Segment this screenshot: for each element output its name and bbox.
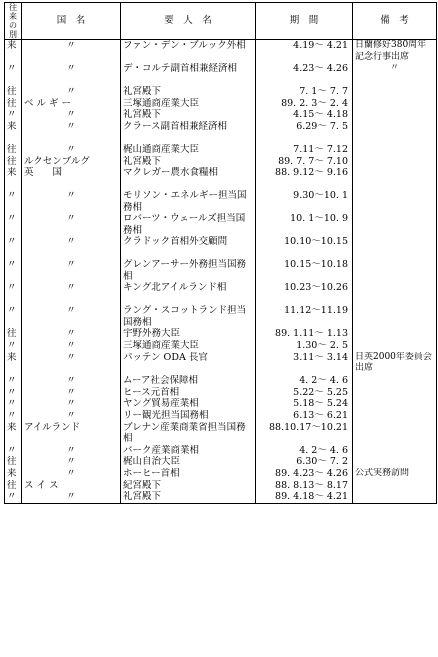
- table-row: [5, 491, 437, 503]
- cell-person: パッテン ODA 長官: [121, 352, 256, 375]
- cell-direction: 来: [5, 121, 22, 144]
- cell-period: 89. 1.11～ 1.13: [256, 328, 353, 340]
- cell-direction: 往: [5, 456, 22, 468]
- cell-period: 89. 4.23～ 4.26: [256, 468, 353, 480]
- table-row: [5, 410, 437, 422]
- cell-period: 4. 2～ 4. 6: [256, 375, 353, 387]
- cell-country: 〃: [22, 375, 121, 387]
- cell-person: ムーア社会保障相: [121, 375, 256, 387]
- cell-period: 3.11～ 3.14: [256, 352, 353, 375]
- table-row: [5, 340, 437, 352]
- cell-direction: 〃: [5, 410, 22, 422]
- cell-person: 梶山自治大臣: [121, 456, 256, 468]
- cell-country: ルクセンブルグ: [22, 156, 121, 168]
- cell-remarks: [353, 328, 437, 340]
- table-row: [5, 328, 437, 340]
- table-row: [5, 86, 437, 98]
- cell-direction: 来: [5, 422, 22, 445]
- cell-country: 〃: [22, 305, 121, 328]
- cell-direction: 往: [5, 156, 22, 168]
- cell-country: ベ ル ギ ー: [22, 98, 121, 110]
- table-header-row: [5, 3, 437, 40]
- cell-person: 梶山通商産業大臣: [121, 144, 256, 156]
- cell-country: 〃: [22, 468, 121, 480]
- table-row: [5, 422, 437, 445]
- cell-remarks: 日英2000年委員会出席: [353, 352, 437, 375]
- cell-remarks: [353, 282, 437, 305]
- cell-person: ヤング貿易産業相: [121, 398, 256, 410]
- cell-remarks: [353, 480, 437, 492]
- cell-remarks: 日蘭修好380周年記念行事出席: [353, 40, 437, 64]
- table-row: [5, 282, 437, 305]
- cell-remarks: [353, 259, 437, 282]
- cell-person: デ・コルテ副首相兼経済相: [121, 63, 256, 86]
- table-row: [5, 305, 437, 328]
- cell-direction: 〃: [5, 259, 22, 282]
- cell-period: 89. 4.18～ 4.21: [256, 491, 353, 503]
- cell-period: 88. 8.13～ 8.17: [256, 480, 353, 492]
- table-row: [5, 445, 437, 457]
- cell-direction: 〃: [5, 190, 22, 213]
- cell-person: マクレガー農水食糧相: [121, 167, 256, 190]
- cell-country: 〃: [22, 109, 121, 121]
- cell-remarks: [353, 375, 437, 387]
- cell-country: アイルランド: [22, 422, 121, 445]
- header-direction: 往来の別: [5, 3, 22, 40]
- cell-person: グレンアーサー外務担当国務相: [121, 259, 256, 282]
- cell-person: 三塚通商産業大臣: [121, 98, 256, 110]
- cell-remarks: [353, 167, 437, 190]
- visits-table: [4, 2, 437, 504]
- cell-period: 10. 1～10. 9: [256, 213, 353, 236]
- cell-direction: 〃: [5, 387, 22, 399]
- header-remarks: 備 考: [353, 3, 437, 40]
- cell-person: クラース副首相兼経済相: [121, 121, 256, 144]
- cell-country: 〃: [22, 121, 121, 144]
- cell-remarks: [353, 109, 437, 121]
- table-row: [5, 98, 437, 110]
- cell-period: 4.23～ 4.26: [256, 63, 353, 86]
- cell-direction: 〃: [5, 63, 22, 86]
- cell-direction: 往: [5, 328, 22, 340]
- cell-person: ホーヒー首相: [121, 468, 256, 480]
- cell-country: 〃: [22, 144, 121, 156]
- cell-remarks: [353, 410, 437, 422]
- cell-person: 礼宮殿下: [121, 86, 256, 98]
- cell-person: 宇野外務大臣: [121, 328, 256, 340]
- header-period: 期 間: [256, 3, 353, 40]
- cell-direction: 〃: [5, 445, 22, 457]
- cell-remarks: [353, 86, 437, 98]
- cell-direction: 来: [5, 468, 22, 480]
- cell-period: 88. 9.12～ 9.16: [256, 167, 353, 190]
- table-body: [5, 40, 437, 504]
- table-row: [5, 156, 437, 168]
- cell-person: 礼宮殿下: [121, 491, 256, 503]
- cell-person: モリソン・エネルギー担当国務相: [121, 190, 256, 213]
- cell-country: 〃: [22, 445, 121, 457]
- table-row: [5, 398, 437, 410]
- table-row: [5, 109, 437, 121]
- cell-country: 〃: [22, 86, 121, 98]
- table-row: [5, 63, 437, 86]
- cell-period: 11.12～11.19: [256, 305, 353, 328]
- cell-country: 〃: [22, 259, 121, 282]
- table-row: [5, 40, 437, 64]
- cell-person: 礼宮殿下: [121, 109, 256, 121]
- cell-remarks: [353, 156, 437, 168]
- table-row: [5, 352, 437, 375]
- table-row: [5, 259, 437, 282]
- cell-period: 10.15～10.18: [256, 259, 353, 282]
- cell-direction: 〃: [5, 340, 22, 352]
- cell-period: 9.30～10. 1: [256, 190, 353, 213]
- cell-direction: 〃: [5, 375, 22, 387]
- table-row: [5, 144, 437, 156]
- cell-country: 〃: [22, 282, 121, 305]
- table-row: [5, 480, 437, 492]
- cell-period: 4. 2～ 4. 6: [256, 445, 353, 457]
- header-person: 要 人 名: [121, 3, 256, 40]
- cell-period: 4.19～ 4.21: [256, 40, 353, 64]
- cell-remarks: [353, 213, 437, 236]
- cell-country: 〃: [22, 328, 121, 340]
- cell-country: 〃: [22, 63, 121, 86]
- table-row: [5, 387, 437, 399]
- cell-direction: 〃: [5, 109, 22, 121]
- cell-remarks: [353, 190, 437, 213]
- cell-direction: 〃: [5, 491, 22, 503]
- table-row: [5, 468, 437, 480]
- cell-period: 4.15～ 4.18: [256, 109, 353, 121]
- table-row: [5, 236, 437, 259]
- table-row: [5, 213, 437, 236]
- cell-person: ファン・デン・ブルック外相: [121, 40, 256, 64]
- cell-remarks: [353, 491, 437, 503]
- cell-period: 7. 1～ 7. 7: [256, 86, 353, 98]
- cell-person: リー観光担当国務相: [121, 410, 256, 422]
- cell-person: キング北アイルランド相: [121, 282, 256, 305]
- cell-direction: 〃: [5, 213, 22, 236]
- cell-remarks: 公式実務訪問: [353, 468, 437, 480]
- cell-direction: 来: [5, 352, 22, 375]
- cell-remarks: [353, 398, 437, 410]
- cell-remarks: 〃: [353, 63, 437, 86]
- cell-country: 〃: [22, 213, 121, 236]
- cell-country: 〃: [22, 410, 121, 422]
- cell-remarks: [353, 236, 437, 259]
- table-row: [5, 190, 437, 213]
- cell-country: 〃: [22, 387, 121, 399]
- header-country: 国 名: [22, 3, 121, 40]
- cell-country: 〃: [22, 352, 121, 375]
- cell-direction: 来: [5, 40, 22, 64]
- cell-remarks: [353, 387, 437, 399]
- table-row: [5, 167, 437, 190]
- table-row: [5, 456, 437, 468]
- cell-direction: 往: [5, 144, 22, 156]
- table-row: [5, 121, 437, 144]
- cell-remarks: [353, 456, 437, 468]
- cell-country: ス イ ス: [22, 480, 121, 492]
- cell-country: 〃: [22, 398, 121, 410]
- cell-person: ヒース元首相: [121, 387, 256, 399]
- cell-person: ロバーツ・ウェールズ担当国務相: [121, 213, 256, 236]
- cell-period: 1.30～ 2. 5: [256, 340, 353, 352]
- cell-person: ラング・スコットランド担当国務相: [121, 305, 256, 328]
- cell-country: 〃: [22, 491, 121, 503]
- cell-direction: 来: [5, 167, 22, 190]
- cell-period: 6.13～ 6.21: [256, 410, 353, 422]
- cell-direction: 〃: [5, 236, 22, 259]
- cell-country: 英 国: [22, 167, 121, 190]
- cell-person: 紀宮殿下: [121, 480, 256, 492]
- cell-person: クラドック首相外交顧問: [121, 236, 256, 259]
- cell-period: 7.11～ 7.12: [256, 144, 353, 156]
- cell-remarks: [353, 340, 437, 352]
- cell-remarks: [353, 98, 437, 110]
- cell-remarks: [353, 305, 437, 328]
- cell-period: 89. 2. 3～ 2. 4: [256, 98, 353, 110]
- cell-remarks: [353, 121, 437, 144]
- cell-period: 89. 7. 7～ 7.10: [256, 156, 353, 168]
- cell-remarks: [353, 422, 437, 445]
- cell-remarks: [353, 445, 437, 457]
- cell-period: 5.18～ 5.24: [256, 398, 353, 410]
- cell-country: 〃: [22, 190, 121, 213]
- cell-country: 〃: [22, 40, 121, 64]
- cell-person: 三塚通商産業大臣: [121, 340, 256, 352]
- cell-period: 6.30～ 7. 2: [256, 456, 353, 468]
- table-row: [5, 375, 437, 387]
- cell-person: ブレナン産業商業省担当国務相: [121, 422, 256, 445]
- cell-country: 〃: [22, 236, 121, 259]
- cell-direction: 往: [5, 480, 22, 492]
- cell-period: 10.23～10.26: [256, 282, 353, 305]
- cell-country: 〃: [22, 456, 121, 468]
- cell-period: 5.22～ 5.25: [256, 387, 353, 399]
- cell-period: 10.10～10.15: [256, 236, 353, 259]
- cell-direction: 〃: [5, 282, 22, 305]
- cell-country: 〃: [22, 340, 121, 352]
- cell-direction: 〃: [5, 305, 22, 328]
- cell-direction: 往: [5, 98, 22, 110]
- cell-remarks: [353, 144, 437, 156]
- cell-direction: 往: [5, 86, 22, 98]
- cell-period: 6.29～ 7. 5: [256, 121, 353, 144]
- cell-period: 88.10.17～10.21: [256, 422, 353, 445]
- cell-person: 礼宮殿下: [121, 156, 256, 168]
- cell-direction: 〃: [5, 398, 22, 410]
- cell-person: バーク産業商業相: [121, 445, 256, 457]
